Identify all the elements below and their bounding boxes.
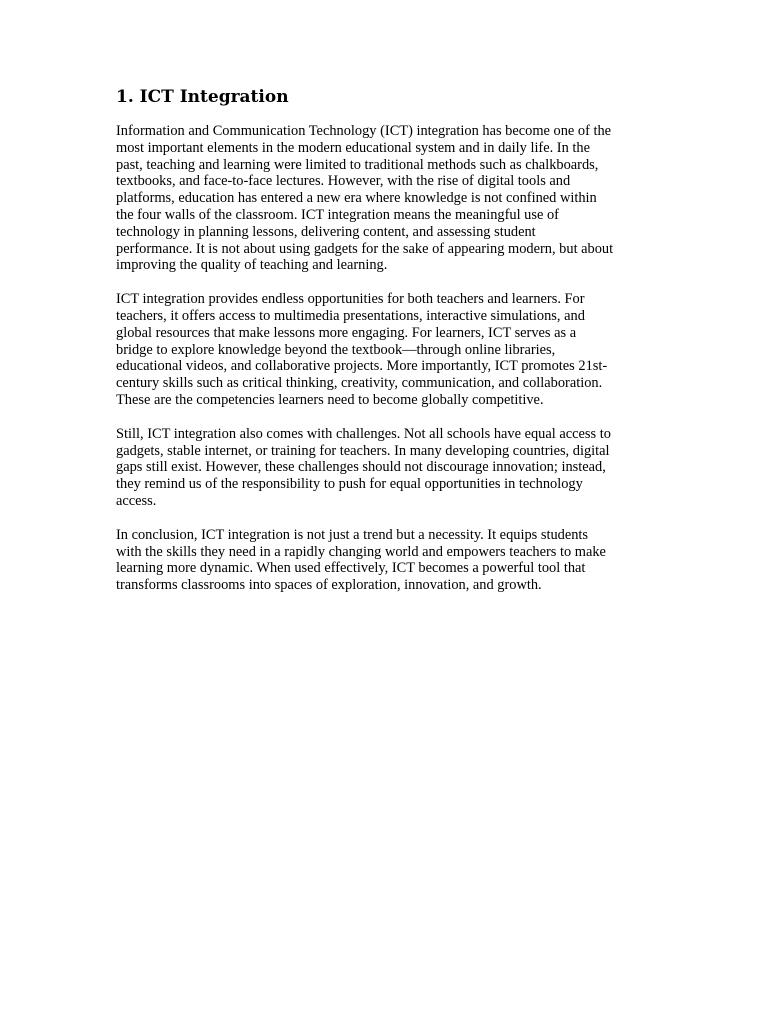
paragraph-challenges <box>116 426 654 510</box>
text-line: teachers, it offers access to multimedia presentations, interactive simulations, and <box>116 307 585 324</box>
section-heading: 1. ICT Integration <box>116 87 289 107</box>
text-line: the four walls of the classroom. ICT integration means the meaningful use of <box>116 206 559 223</box>
text-line: century skills such as critical thinking, creativity, communication, and collaboration. <box>116 375 603 392</box>
text-line: bridge to explore knowledge beyond the textbook—through online libraries, <box>116 341 556 358</box>
text-line: transforms classrooms into spaces of exploration, innovation, and growth. <box>116 577 542 594</box>
text-line: Information and Communication Technology (ICT) integration has become one of the <box>116 123 612 139</box>
document-body <box>116 86 654 611</box>
text-line: In conclusion, ICT integration is not just a trend but a necessity. It equips students <box>116 526 589 543</box>
text-line: access. <box>116 492 157 509</box>
text-line: platforms, education has entered a new era where knowledge is not confined within <box>116 190 597 207</box>
text-line: improving the quality of teaching and learning. <box>116 257 388 274</box>
text-line: most important elements in the modern educational system and in daily life. In the <box>116 139 590 156</box>
paragraph-conclusion <box>116 527 654 594</box>
text-line: technology in planning lessons, delivering content, and assessing student <box>116 223 536 240</box>
text-line: gaps still exist. However, these challenges should not discourage innovation; instead, <box>116 459 606 476</box>
text-line: Still, ICT integration also comes with challenges. Not all schools have equal access to <box>116 425 611 442</box>
text-line: educational videos, and collaborative projects. More importantly, ICT promotes 21st- <box>116 358 608 375</box>
text-line: with the skills they need in a rapidly changing world and empowers teachers to make <box>116 543 606 560</box>
paragraph-introduction <box>116 123 654 274</box>
text-line: textbooks, and face-to-face lectures. However, with the rise of digital tools and <box>116 173 571 190</box>
text-line: learning more dynamic. When used effectively, ICT becomes a powerful tool that <box>116 560 586 577</box>
text-line: gadgets, stable internet, or training for teachers. In many developing countries, digital <box>116 442 610 459</box>
text-line: global resources that make lessons more engaging. For learners, ICT serves as a <box>116 324 577 341</box>
text-line: performance. It is not about using gadgets for the sake of appearing modern, but about <box>116 240 614 257</box>
paragraph-opportunities <box>116 291 654 409</box>
text-line: past, teaching and learning were limited to traditional methods such as chalkboards, <box>116 156 599 173</box>
text-line: they remind us of the responsibility to push for equal opportunities in technology <box>116 476 583 493</box>
text-line: ICT integration provides endless opportunities for both teachers and learners. For <box>116 291 585 308</box>
text-line: These are the competencies learners need to become globally competitive. <box>116 391 544 408</box>
